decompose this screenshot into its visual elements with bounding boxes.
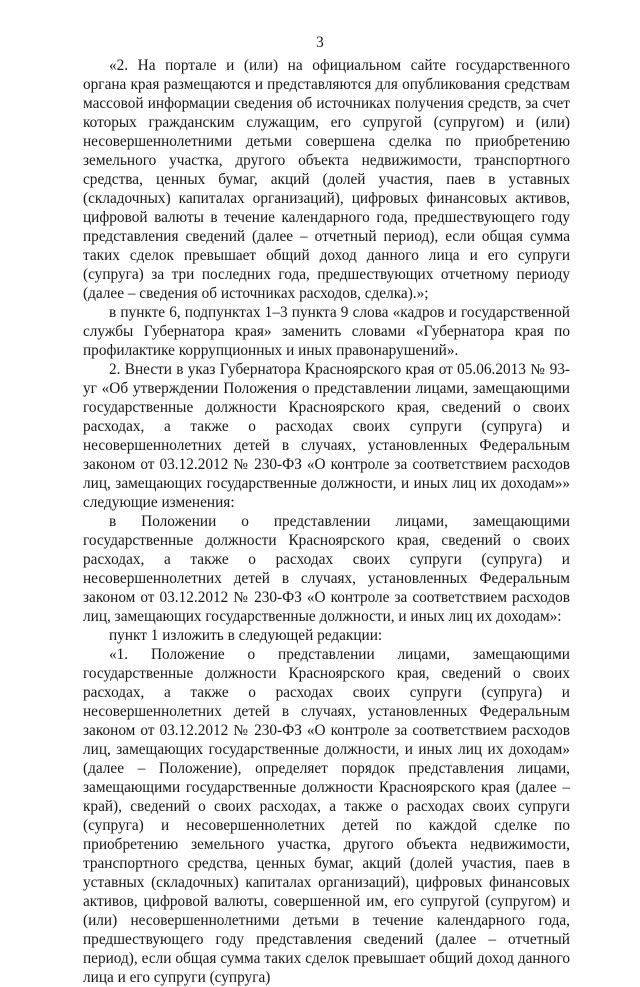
page-number: 3 [316, 34, 324, 51]
paragraph-amend-decree: 2. Внести в указ Губернатора Красноярского края от 05.06.2013 № 93-уг «Об утверждении Положения о представлении лицами, замещающими государственные должности Красноярского края, сведений о своих расходах, а также о расходах своих супруги (супруга) и несовершеннолетних детей в случаях, установленных Федеральным законом от 03.12.2012 № 230-ФЗ «О контроле за соответствием расходов лиц, замещающих государственные должности, и иных лиц их доходам»» следующие изменения: [83, 361, 570, 511]
paragraph-new-wording-intro: пункт 1 изложить в следующей редакции: [109, 627, 383, 644]
paragraph-wording-replacement: в пункте 6, подпунктах 1–3 пункта 9 слова «кадров и государственной службы Губернатора края» заменить словами «Губернатора края по профилактике коррупционных и иных правонарушений». [83, 304, 570, 359]
document-body [83, 56, 570, 987]
paragraph-point-one: «1. Положение о представлении лицами, замещающими государственные должности Красноярского края, сведений о своих расходах, а также о расходах своих супруги (супруга) и несовершеннолетних детей в случаях, установленных Федеральным законом от 03.12.2012 № 230-ФЗ «О контроле за соответствием расходов лиц, замещающих государственные должности, и иных лиц их доходам» (далее – Положение), определяет порядок представления лицами, замещающими государственные должности Красноярского края (далее – край), сведений о своих расходах, а также о расходах своих супруги (супруга) и несовершеннолетних детей по каждой сделке по приобретению земельного участка, другого объекта недвижимости, транспортного средства, ценных бумаг, акций (долей участия, паев в уставных (складочных) капиталах организаций), цифровых финансовых активов, цифровой валюты, совершенной им, его супругой (супругом) и (или) несовершеннолетними детьми в течение календарного года, предшествующего году представления сведений (далее – отчетный период), если общая сумма таких сделок превышает общий доход данного лица и его супруги (супруга) [83, 646, 570, 986]
paragraph-regulation-reference: в Положении о представлении лицами, замещающими государственные должности Красноярского края, сведений о своих расходах, а также о расходах своих супруги (супруга) и несовершеннолетних детей в случаях, установленных Федеральным законом от 03.12.2012 № 230-ФЗ «О контроле за соответствием расходов лиц, замещающих государственные должности, и иных лиц их доходам»: [83, 513, 570, 625]
paragraph-portal-publication: «2. На портале и (или) на официальном сайте государственного органа края размещаются и представляются для опубликования средствам массовой информации сведения об источниках получения средств, за счет которых гражданским служащим, его супругой (супругом) и (или) несовершеннолетними детьми совершена сделка по приобретению земельного участка, другого объекта недвижимости, транспортного средства, ценных бумаг, акций (долей участия, паев в уставных (складочных) капиталах организаций), цифровых финансовых активов, цифровой валюты в течение календарного года, предшествующего году представления сведений (далее – отчетный период), если общая сумма таких сделок превышает общий доход данного лица и его супруги (супруга) за три последних года, предшествующих отчетному периоду (далее – сведения об источниках расходов, сделка).»; [83, 57, 570, 302]
